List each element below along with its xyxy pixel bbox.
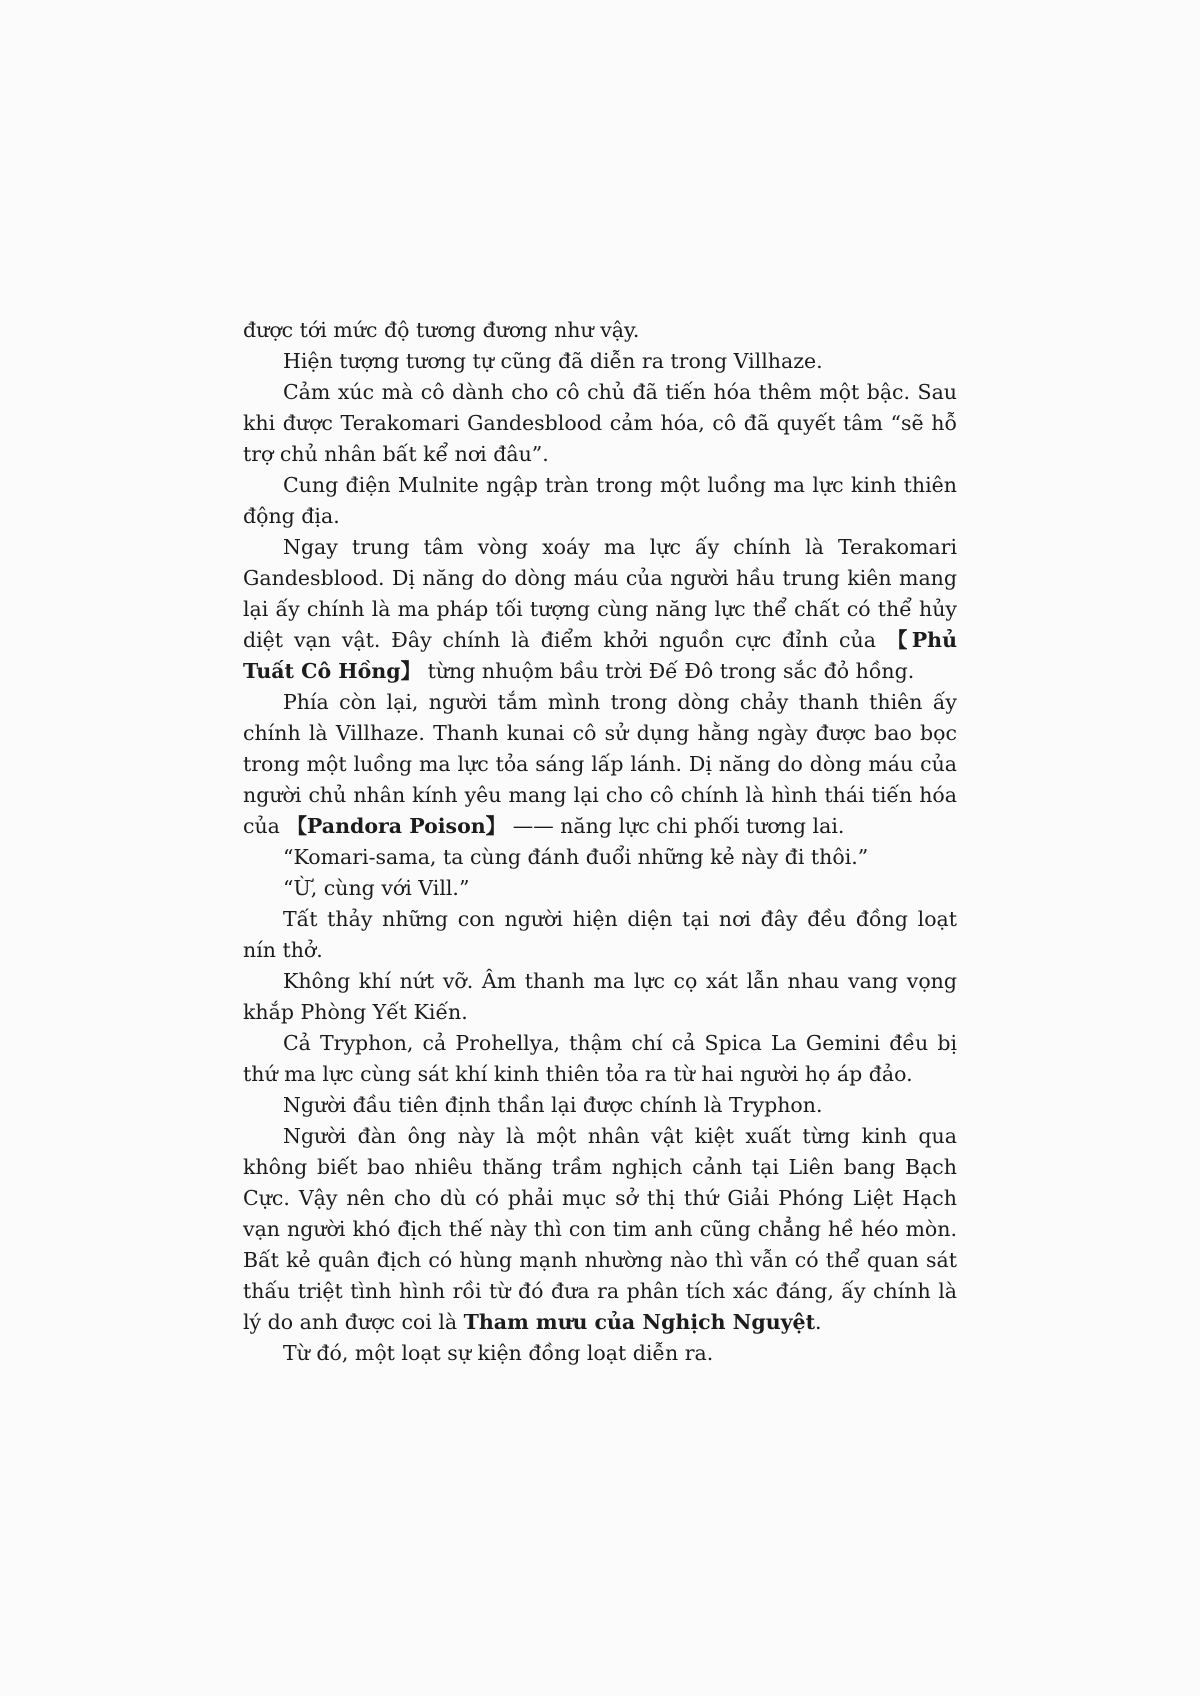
text-run: “Komari-sama, ta cùng đánh đuổi những kẻ này đi thôi.” [283, 845, 869, 869]
paragraph [243, 1028, 957, 1090]
paragraph [243, 1121, 957, 1338]
text-run: Cung điện Mulnite ngập tràn trong một luồng ma lực kinh thiên động địa. [243, 473, 957, 528]
paragraph [243, 532, 957, 687]
text-run: Ngay trung tâm vòng xoáy ma lực ấy chính là Terakomari Gandesblood. Dị năng do dòng máu của người hầu trung kiên mang lại ấy chính là ma pháp tối tượng cùng năng lực thể chất có thể hủy diệt vạn vật. Đây chính là điểm khởi nguồn cực đỉnh của [243, 535, 957, 652]
dialogue-line [243, 842, 957, 873]
paragraph [243, 470, 957, 532]
paragraph [243, 315, 957, 346]
body-text [243, 315, 957, 1369]
text-run: “Ừ, cùng với Vill.” [283, 876, 470, 900]
text-run: . [815, 1310, 822, 1334]
paragraph [243, 1338, 957, 1369]
paragraph [243, 377, 957, 470]
paragraph [243, 687, 957, 842]
text-run: Không khí nứt vỡ. Âm thanh ma lực cọ xát lẫn nhau vang vọng khắp Phòng Yết Kiến. [243, 969, 957, 1024]
text-run: Hiện tượng tương tự cũng đã diễn ra trong Villhaze. [283, 349, 823, 373]
skill-name-phu-tuat-co-hong: 【Phủ Tuất Cô Hồng】 [243, 628, 957, 683]
text-run: —— năng lực chi phối tương lai. [506, 814, 845, 838]
text-run: Tất thảy những con người hiện diện tại nơi đây đều đồng loạt nín thở. [243, 907, 957, 962]
paragraph [243, 966, 957, 1028]
text-run: Cả Tryphon, cả Prohellya, thậm chí cả Spica La Gemini đều bị thứ ma lực cùng sát khí kinh thiên tỏa ra từ hai người họ áp đảo. [243, 1031, 957, 1086]
text-run: Cảm xúc mà cô dành cho cô chủ đã tiến hóa thêm một bậc. Sau khi được Terakomari Gandesblood cảm hóa, cô đã quyết tâm “sẽ hỗ trợ chủ nhân bất kể nơi đâu”. [243, 380, 957, 466]
paragraph [243, 1090, 957, 1121]
paragraph [243, 904, 957, 966]
text-run: Người đàn ông này là một nhân vật kiệt xuất từng kinh qua không biết bao nhiêu thăng trầm nghịch cảnh tại Liên bang Bạch Cực. Vậy nên cho dù có phải mục sở thị thứ Giải Phóng Liệt Hạch vạn người khó địch thế này thì con tim anh cũng chẳng hề héo mòn. Bất kẻ quân địch có hùng mạnh nhường nào thì vẫn có thể quan sát thấu triệt tình hình rồi từ đó đưa ra phân tích xác đáng, ấy chính là lý do anh được coi là [243, 1124, 957, 1334]
text-run: Phía còn lại, người tắm mình trong dòng chảy thanh thiên ấy chính là Villhaze. Thanh kunai cô sử dụng hằng ngày được bao bọc trong một luồng ma lực tỏa sáng lấp lánh. Dị năng do dòng máu của người chủ nhân kính yêu mang lại cho cô chính là hình thái tiến hóa của [243, 690, 957, 838]
text-run: Từ đó, một loạt sự kiện đồng loạt diễn ra. [283, 1341, 714, 1365]
skill-name-pandora-poison: 【Pandora Poison】 [286, 814, 507, 838]
text-run: được tới mức độ tương đương như vậy. [243, 318, 640, 342]
title-tham-muu-cua-nghich-nguyet: Tham mưu của Nghịch Nguyệt [463, 1310, 816, 1334]
text-run: Người đầu tiên định thần lại được chính là Tryphon. [283, 1093, 823, 1117]
paragraph [243, 346, 957, 377]
text-run: từng nhuộm bầu trời Đế Đô trong sắc đỏ hồng. [421, 659, 915, 683]
dialogue-line [243, 873, 957, 904]
